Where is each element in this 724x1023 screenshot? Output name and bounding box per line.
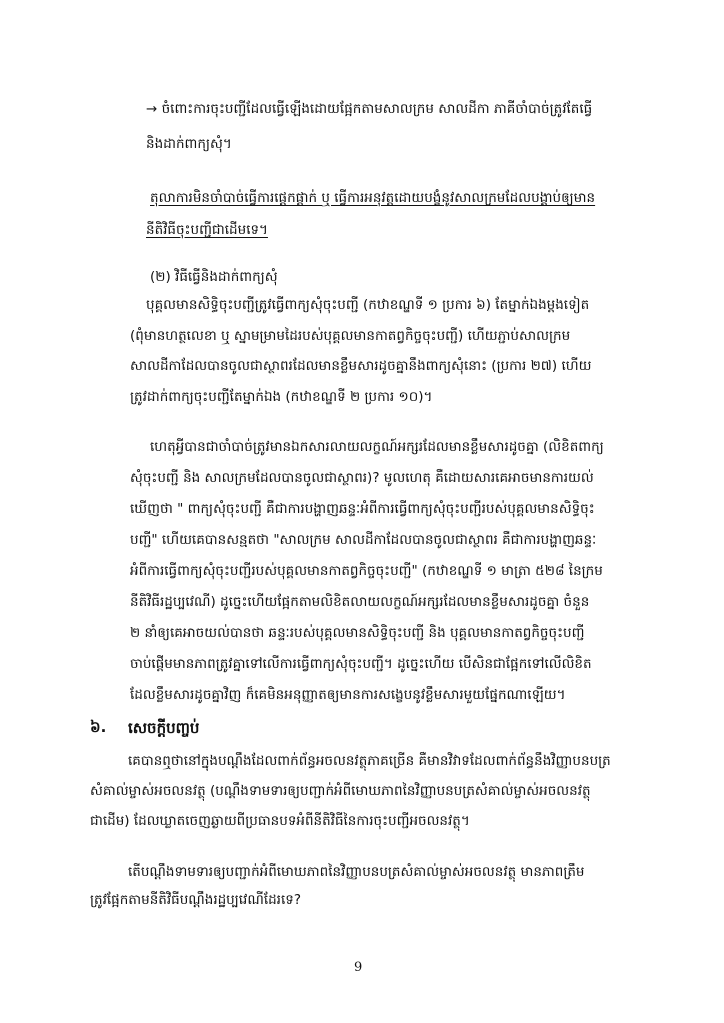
- section-number: ៦.: [90, 718, 107, 736]
- paragraph-5-line-3: ជាដើម) ដែលឃ្លាតចេញឆ្ងាយពីប្រធានបទអំពីនីតិវិធីនៃការចុះបញ្ជីអចលនវត្ថុ។: [90, 813, 470, 829]
- paragraph-4-line-7: ២ នាំឲ្យគេអាចយល់បានថា ឆន្ទៈរបស់បុគ្គលមានសិទ្ធិចុះបញ្ជី និង បុគ្គលមានកាតព្វកិច្ចចុះបញ្ជី: [130, 625, 585, 641]
- paragraph-4-line-3: ឃើញថា " ពាក្យសុំចុះបញ្ជី គឺជាការបង្ហាញឆន្ទៈអំពីការធ្វើពាក្យសុំចុះបញ្ជីរបស់បុគ្គលមានសិទ្ធិចុះ: [130, 501, 595, 517]
- paragraph-2-line-1: តុលាការមិនចាំបាច់ធ្វើការផ្ដេកផ្ដាក់ ឬ ធ្វើការអនុវត្តដោយបង្ខំនូវសាលក្រមដែលបង្គាប់ឲ្យមាន: [150, 190, 596, 206]
- paragraph-3-line-1: បុគ្គលមានសិទ្ធិចុះបញ្ជីត្រូវធ្វើពាក្យសុំចុះបញ្ជី (កឋាខណ្ឌទី ១ ប្រការ ៦) តែម្នាក់ឯងម្ដងទៀត: [146, 297, 590, 313]
- paragraph-4-line-2: សុំចុះបញ្ជី និង សាលក្រមដែលបានចូលជាស្ថាពរ)? មូលហេតុ គឺដោយសារគេអាចមានការយល់: [130, 470, 594, 486]
- paragraph-2-line-2: នីតិវិធីចុះបញ្ជីជាដើមទេ។: [146, 222, 268, 238]
- paragraph-4-line-1: ហេតុអ្វីបានជាចាំបាច់ត្រូវមានឯកសារលាយលក្ខណ៍អក្សរដែលមានខ្លឹមសារដូចគ្នា (លិខិតពាក្យ: [150, 439, 604, 455]
- paragraph-6-line-1: តើបណ្ដឹងទាមទារឲ្យបញ្ជាក់អំពីមោឃភាពនៃវិញ្ញាបនបត្រសំគាល់ម្ចាស់អចលនវត្ថុ មានភាពត្រឹម: [128, 864, 585, 880]
- paragraph-1-line-2: និងដាក់ពាក្យសុំ។: [146, 136, 232, 152]
- paragraph-4-line-6: នីតិវិធីរដ្ឋប្បវេណី) ដូច្នេះហើយផ្អែកតាមលិខិតលាយលក្ខណ៍អក្សរដែលមានខ្លឹមសារដូចគ្នា ចំនួន: [130, 594, 590, 610]
- paragraph-4-line-8: ចាប់ផ្ដើមមានភាពត្រូវគ្នាទៅលើការធ្វើពាក្យសុំចុះបញ្ជី។ ដូច្នេះហើយ បើសិនជាផ្អែកទៅលើលិខិត: [130, 656, 592, 672]
- paragraph-3-line-2: (ពុំមានហត្ថលេខា ឬ ស្នាមម្រាមដៃរបស់បុគ្គលមានកាតព្វកិច្ចចុះបញ្ជី) ហើយភ្ជាប់សាលក្រម: [130, 328, 571, 344]
- paragraph-3-line-3: សាលដីកាដែលបានចូលជាស្ថាពរដែលមានខ្លឹមសារដូចគ្នានឹងពាក្យសុំនោះ (ប្រការ ២៧) ហើយ: [130, 358, 592, 374]
- paragraph-3-line-4: ត្រូវដាក់ពាក្យចុះបញ្ជីតែម្នាក់ឯង (កឋាខណ្ឌទី ២ ប្រការ ១០)។: [130, 389, 433, 405]
- paragraph-5-line-2: សំគាល់ម្ចាស់អចលនវត្ថុ (បណ្ដឹងទាមទារឲ្យបញ្ជាក់អំពីមោឃភាពនៃវិញ្ញាបនបត្រសំគាល់ម្ចាស់អចលនវត្ថុ: [90, 783, 591, 799]
- paragraph-4-line-4: បញ្ជី" ហើយគេបានសន្មតថា "សាលក្រម សាលដីកាដែលបានចូលជាស្ថាពរ គឺជាការបង្ហាញឆន្ទៈ: [130, 532, 597, 548]
- paragraph-4-line-9: ដែលខ្លឹមសារដូចគ្នាវិញ ក៏គេមិនអនុញ្ញាតឲ្យមានការសង្ខេបនូវខ្លឹមសារមួយផ្នែកណាឡើយ។: [130, 687, 566, 703]
- paragraph-6-line-2: ត្រូវផ្អែកតាមនីតិវិធីបណ្ដឹងរដ្ឋប្បវេណីដែរទេ?: [90, 892, 301, 908]
- paragraph-4-line-5: អំពីការធ្វើពាក្យសុំចុះបញ្ជីរបស់បុគ្គលមានកាតព្វកិច្ចចុះបញ្ជី" (កឋាខណ្ឌទី ១ មាត្រា ៥២៨ នៃក្រម: [130, 563, 603, 579]
- section-title: សេចក្ដីបញ្ចប់: [128, 719, 200, 737]
- paragraph-1-line-1: → ចំពោះការចុះបញ្ជីដែលធ្វើឡើងដោយផ្អែកតាមសាលក្រម សាលដីកា ភាគីចាំបាច់ត្រូវតែធ្វើ: [146, 101, 593, 117]
- subheading: (២) វិធីធ្វើនិងដាក់ពាក្យសុំ: [150, 269, 278, 285]
- page-number: 9: [354, 960, 363, 975]
- paragraph-5-line-1: គេបានឮថានៅក្នុងបណ្ដឹងដែលពាក់ព័ន្ធអចលនវត្ថុភាគច្រើន គឺមានវិវាទដែលពាក់ព័ន្ធនឹងវិញ្ញាបនបត្រ: [128, 753, 611, 769]
